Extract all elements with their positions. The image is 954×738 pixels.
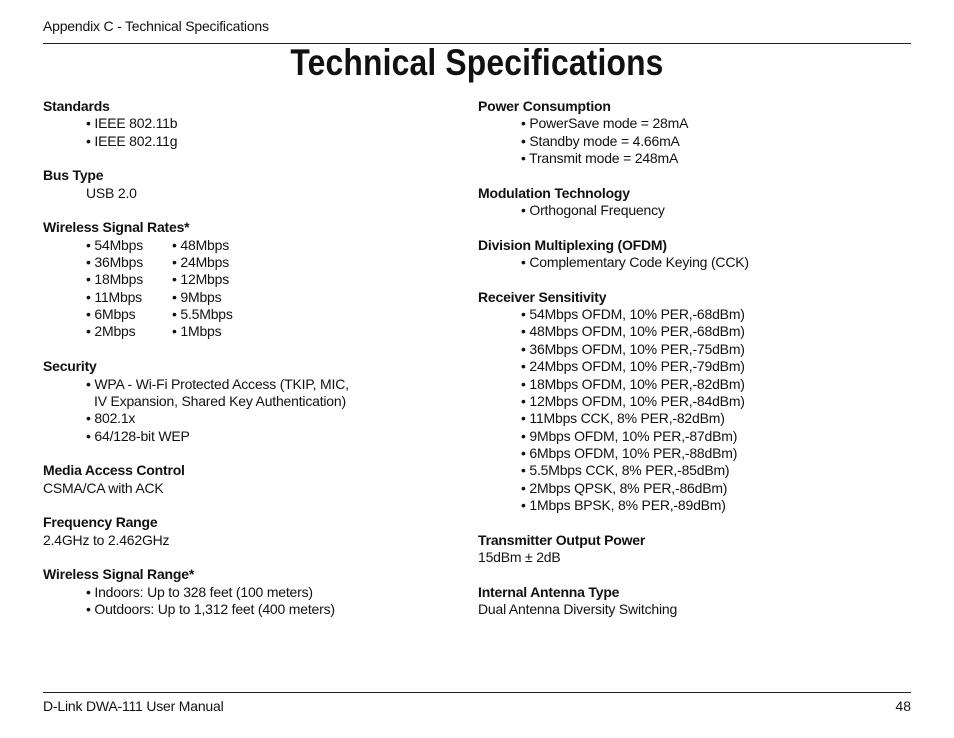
running-header: Appendix C - Technical Specifications (43, 18, 269, 34)
list-item: • Transmit mode = 248mA (521, 150, 679, 167)
list-item: • IEEE 802.11g (86, 132, 178, 149)
page-number: 48 (895, 698, 911, 714)
sensitivity-section (478, 289, 908, 514)
right-column (478, 98, 908, 636)
section-title: Security (43, 358, 97, 375)
section-value: Dual Antenna Diversity Switching (478, 600, 678, 617)
list-item: • Complementary Code Keying (CCK) (521, 254, 749, 271)
security-section (43, 358, 443, 445)
list-item: • 5.5Mbps CCK, 8% PER,-85dBm) (521, 462, 730, 479)
list-item: • Orthogonal Frequency (521, 202, 665, 219)
section-value: CSMA/CA with ACK (43, 479, 164, 496)
antenna-section (478, 584, 908, 619)
list-item: • 64/128-bit WEP (86, 427, 190, 444)
section-title: Modulation Technology (478, 184, 630, 201)
section-title: Internal Antenna Type (478, 583, 620, 600)
ofdm-section (478, 237, 908, 272)
list-item: • IEEE 802.11b (86, 115, 178, 132)
mac-section (43, 462, 443, 497)
section-title: Wireless Signal Rates* (43, 219, 190, 236)
section-title: Standards (43, 98, 110, 114)
footer-rule (43, 692, 911, 693)
power-section (478, 98, 908, 167)
list-item: • 9Mbps OFDM, 10% PER,-87dBm) (521, 427, 738, 444)
page-title: Technical Specifications (290, 42, 664, 83)
rate-item: • 18Mbps (86, 271, 143, 288)
bus-type-section (43, 167, 443, 202)
rate-item: • 9Mbps (172, 288, 222, 305)
rate-item: • 6Mbps (86, 306, 136, 323)
list-item: • Indoors: Up to 328 feet (100 meters) (86, 583, 313, 600)
rate-item: • 5.5Mbps (172, 306, 233, 323)
rate-item: • 36Mbps (86, 254, 143, 271)
list-item: • PowerSave mode = 28mA (521, 115, 689, 132)
rate-item: • 2Mbps (86, 323, 136, 340)
list-item: • 12Mbps OFDM, 10% PER,-84dBm) (521, 392, 745, 409)
list-item: • Outdoors: Up to 1,312 feet (400 meters) (86, 600, 335, 617)
rate-item: • 24Mbps (172, 254, 229, 271)
rate-row (43, 323, 443, 340)
rate-item: • 12Mbps (172, 271, 229, 288)
section-title: Division Multiplexing (OFDM) (478, 236, 667, 253)
list-item: • 6Mbps OFDM, 10% PER,-88dBm) (521, 444, 738, 461)
list-item: • Standby mode = 4.66mA (521, 132, 680, 149)
rate-item: • 1Mbps (172, 323, 222, 340)
list-item: • 11Mbps CCK, 8% PER,-82dBm) (521, 410, 725, 427)
list-item: • 48Mbps OFDM, 10% PER,-68dBm) (521, 323, 745, 340)
section-title: Media Access Control (43, 462, 185, 479)
rate-item: • 11Mbps (86, 288, 142, 305)
signal-range-section (43, 566, 443, 618)
section-value: 15dBm ± 2dB (478, 548, 561, 565)
list-item: • WPA - Wi-Fi Protected Access (TKIP, MIC, (86, 375, 349, 392)
section-title: Power Consumption (478, 98, 611, 114)
list-item-continuation: IV Expansion, Shared Key Authentication) (94, 392, 346, 409)
modulation-section (478, 185, 908, 220)
list-item: • 2Mbps QPSK, 8% PER,-86dBm) (521, 479, 728, 496)
rate-row (43, 271, 443, 288)
tx-power-section (478, 532, 908, 567)
section-value: 2.4GHz to 2.462GHz (43, 531, 170, 548)
list-item: • 36Mbps OFDM, 10% PER,-75dBm) (521, 340, 745, 357)
section-title: Receiver Sensitivity (478, 288, 607, 305)
rate-item: • 48Mbps (172, 236, 229, 253)
footer-manual-title: D-Link DWA-111 User Manual (43, 698, 224, 714)
section-title: Frequency Range (43, 514, 158, 531)
section-value: USB 2.0 (86, 184, 137, 201)
rate-row (43, 289, 443, 306)
rate-row (43, 237, 443, 254)
list-item: • 24Mbps OFDM, 10% PER,-79dBm) (521, 358, 745, 375)
rate-row (43, 254, 443, 271)
list-item: • 802.1x (86, 410, 136, 427)
list-item: • 54Mbps OFDM, 10% PER,-68dBm) (521, 306, 745, 323)
rate-item: • 54Mbps (86, 236, 143, 253)
list-item: • 1Mbps BPSK, 8% PER,-89dBm) (521, 496, 726, 513)
section-title: Bus Type (43, 167, 104, 184)
rate-row (43, 306, 443, 323)
section-title: Wireless Signal Range* (43, 566, 195, 583)
section-title: Transmitter Output Power (478, 531, 646, 548)
left-column (43, 98, 443, 636)
frequency-section (43, 514, 443, 549)
standards-section (43, 98, 443, 150)
list-item: • 18Mbps OFDM, 10% PER,-82dBm) (521, 375, 745, 392)
signal-rates-section (43, 219, 443, 340)
